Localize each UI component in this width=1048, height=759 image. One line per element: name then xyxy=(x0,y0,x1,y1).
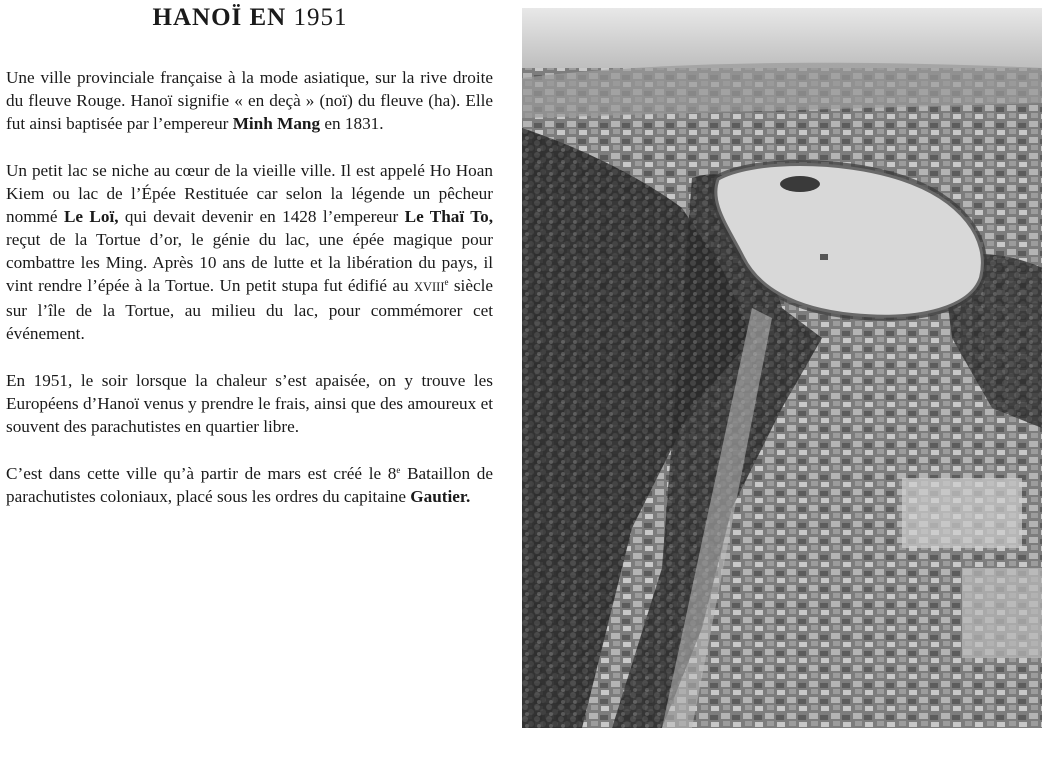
title-year: 1951 xyxy=(293,4,348,31)
p2-text-c: qui devait devenir en 1428 l’empereur xyxy=(118,207,405,226)
p4-text-a: C’est dans cette ville qu’à partir de mars est créé le 8 xyxy=(6,464,397,483)
photo-buildings-right xyxy=(902,478,1022,548)
paragraph-1 xyxy=(6,66,493,135)
page-title xyxy=(0,4,500,32)
title-main: HANOÏ EN xyxy=(152,4,287,31)
p2-text-f: siècle sur l’île de la Tortue, au milieu du lac, pour commémorer cet événement. xyxy=(6,276,493,343)
aerial-photo-illustration xyxy=(522,8,1042,728)
p2-century-sup: e xyxy=(444,277,449,287)
p2-century: XVIII xyxy=(413,280,445,294)
photo-turtle-tower xyxy=(820,254,828,260)
paragraph-3 xyxy=(6,369,493,438)
p2-text-a: Un petit lac se niche au cœur de la vieille ville. Il est appelé Ho Hoan Kiem ou lac de l’Épée Restituée car selon la légende un pêcheur nommé xyxy=(6,161,493,226)
photo-island-north xyxy=(780,176,820,192)
photo-buildings-right-2 xyxy=(962,568,1042,658)
p1-text-c: en 1831. xyxy=(320,114,384,133)
aerial-photo-hanoi xyxy=(522,8,1042,728)
p2-text-e: reçut de la Tortue d’or, le génie du lac, une épée magique pour combattre les Ming. Après 10 ans de lutte et la libération du pays, il vint rendre l’épée à la Tortue. Un petit stupa fut édifié au xyxy=(6,230,493,295)
article-text xyxy=(6,66,493,532)
p4-sup: e xyxy=(396,465,401,475)
paragraph-4 xyxy=(6,462,493,508)
p2-bold-le-loi: Le Loï, xyxy=(63,207,119,226)
paragraph-2 xyxy=(6,159,493,345)
p1-bold-minh-mang: Minh Mang xyxy=(232,114,321,133)
p4-bold-gautier: Gautier. xyxy=(410,487,471,506)
p3-text-a: En 1951, le soir lorsque la chaleur s’est apaisée, on y trouve les Européens d’Hanoï venus y prendre le frais, ainsi que des amoureux et souvent des parachutistes en quartier libre. xyxy=(6,371,493,436)
p4-text-b: Bataillon de parachutistes coloniaux, placé sous les ordres du capitaine xyxy=(6,464,493,506)
p2-bold-le-thai-to: Le Thaï To, xyxy=(404,207,493,226)
p1-text-a: Une ville provinciale française à la mode asiatique, sur la rive droite du fleuve Rouge. Hanoï signifie « en deçà » (noï) du fleuve (ha). Elle fut ainsi baptisée par l’empereur xyxy=(6,68,493,133)
